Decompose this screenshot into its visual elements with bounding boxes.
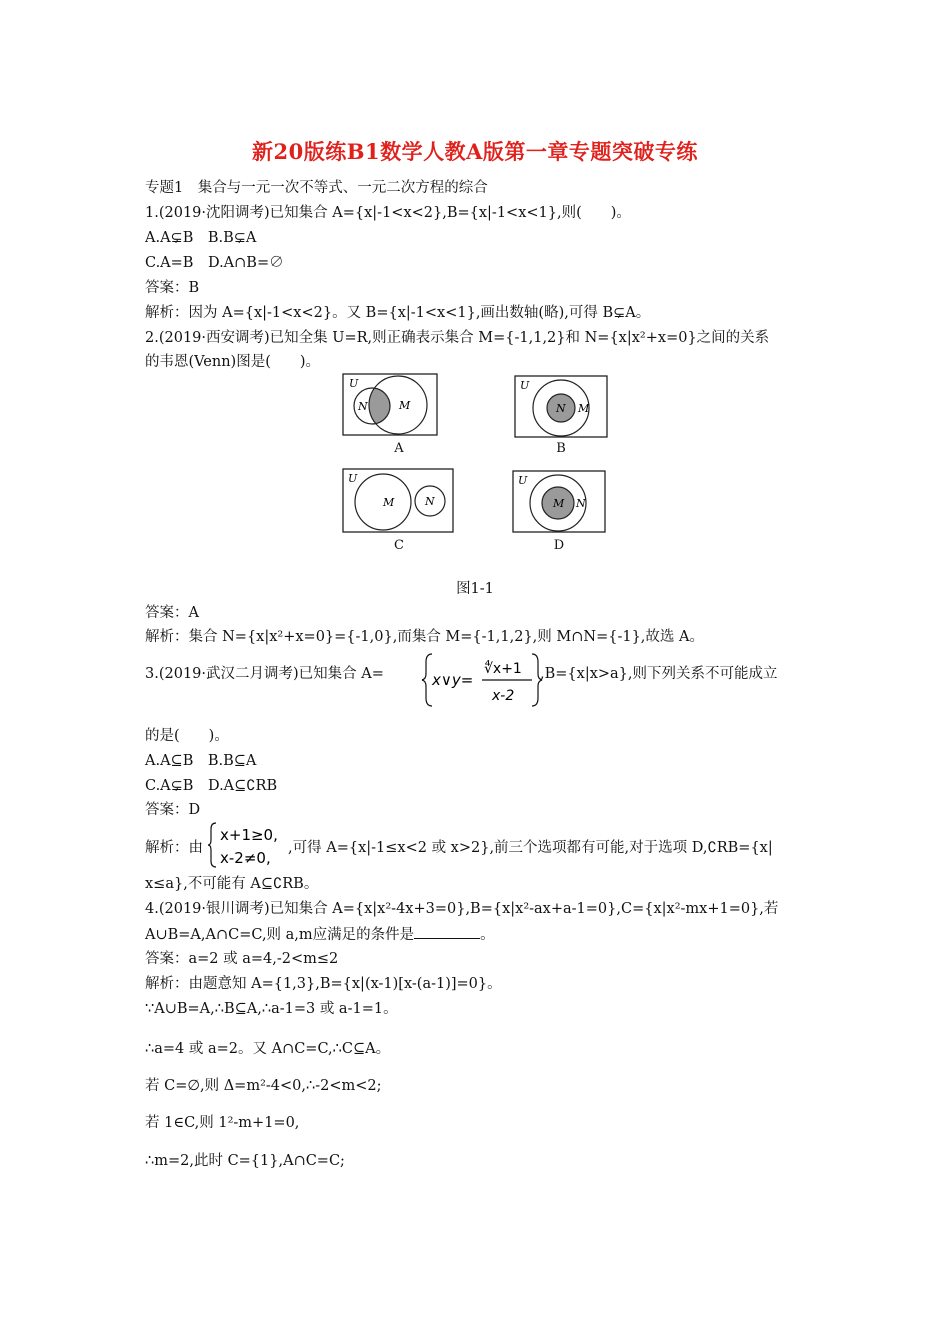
- q3-inequality-system: [208, 822, 298, 868]
- venn-c-m: M: [383, 496, 395, 509]
- q1-answer: 答案：B: [145, 280, 200, 296]
- q4-step-4: 若 1∈C,则 1²-m+1=0,: [145, 1115, 300, 1131]
- q3-formula-left: x∨y=: [432, 671, 474, 689]
- q1-options-ab: A.A⊊B B.B⊊A: [145, 230, 257, 246]
- q3-system-line2: x-2≠0,: [220, 849, 271, 867]
- q3-stem-tail: ,B={x|x>a},则下列关系不可能成立: [540, 666, 778, 682]
- q3-formula-den: x-2: [492, 688, 515, 704]
- venn-a-n: N: [358, 400, 368, 413]
- venn-b-n: N: [556, 402, 566, 415]
- q4-stem: 4.(2019·银川调考)已知集合 A={x|x²-4x+3=0},B={x|x²-ax+a-1=0},C={x|x²-mx+1=0},若: [145, 901, 779, 917]
- q2-stem-cont: 的韦恩(Venn)图是( )。: [145, 354, 321, 370]
- venn-b-u: U: [520, 379, 530, 392]
- q3-system-line1: x+1≥0,: [220, 826, 278, 844]
- q2-stem: 2.(2019·西安调考)已知全集 U=R,则正确表示集合 M={-1,1,2}和 N={x|x²+x=0}之间的关系: [145, 330, 770, 346]
- q3-formula-num: ∜x+1: [484, 661, 522, 677]
- q4-step-2: ∴a=4 或 a=2。又 A∩C=C,∴C⊆A。: [145, 1041, 391, 1057]
- q1-options-cd: C.A=B D.A∩B=∅: [145, 255, 284, 271]
- venn-diagram-a: [342, 373, 438, 437]
- q1-stem: 1.(2019·沈阳调考)已知集合 A={x|-1<x<2},B={x|-1<x<1},则( )。: [145, 205, 631, 221]
- topic-heading: 专题1 集合与一元一次不等式、一元二次方程的综合: [145, 180, 488, 196]
- doc-title: 新20版练B1数学人教A版第一章专题突破专练: [252, 139, 698, 164]
- venn-a-m: M: [399, 399, 411, 412]
- q3-stem: 3.(2019·武汉二月调考)已知集合 A=: [145, 666, 384, 682]
- q3-options-ab: A.A⊆B B.B⊆A: [145, 753, 257, 769]
- venn-d-m: M: [553, 497, 565, 510]
- venn-d-u: U: [518, 474, 528, 487]
- q1-analysis: 解析：因为 A={x|-1<x<2}。又 B={x|-1<x<1},画出数轴(略),可得 B⊊A。: [145, 305, 651, 321]
- q3-analysis-tail: ,可得 A={x|-1≤x<2 或 x>2},前三个选项都有可能,对于选项 D,∁RB={x|: [288, 840, 773, 856]
- answer-blank[interactable]: [414, 924, 480, 939]
- q3-stem-cont: 的是( )。: [145, 728, 229, 744]
- venn-diagram-b: [514, 375, 608, 439]
- venn-a-u: U: [349, 377, 359, 390]
- venn-c-n: N: [425, 495, 435, 508]
- q4-analysis: 解析：由题意知 A={1,3},B={x|(x-1)[x-(a-1)]=0}。: [145, 976, 502, 992]
- venn-label-d: D: [553, 538, 565, 553]
- q3-set-formula: [420, 652, 550, 708]
- venn-d-n: N: [576, 497, 586, 510]
- q3-analysis-lead: 解析：由: [145, 840, 203, 856]
- q4-answer: 答案：a=2 或 a=4,-2<m≤2: [145, 951, 339, 967]
- q4-stem-cont: [145, 924, 495, 945]
- venn-diagram-d: [512, 470, 606, 534]
- q3-options-cd: C.A⊊B D.A⊆∁RB: [145, 778, 278, 794]
- venn-b-m: M: [578, 402, 590, 415]
- venn-label-c: C: [394, 538, 404, 553]
- q4-stem-text: A∪B=A,A∩C=C,则 a,m应满足的条件是: [145, 927, 415, 943]
- q2-analysis: 解析：集合 N={x|x²+x=0}={-1,0},而集合 M={-1,1,2},则 M∩N={-1},故选 A。: [145, 629, 704, 645]
- venn-c-u: U: [348, 472, 358, 485]
- venn-diagram-c: [342, 468, 454, 534]
- q3-analysis-cont: x≤a},不可能有 A⊆∁RB。: [145, 876, 319, 892]
- q4-step-3: 若 C=∅,则 Δ=m²-4<0,∴-2<m<2;: [145, 1078, 382, 1094]
- venn-label-a: A: [394, 441, 404, 456]
- q4-step-1: ∵A∪B=A,∴B⊆A,∴a-1=3 或 a-1=1。: [145, 1001, 398, 1017]
- q2-answer: 答案：A: [145, 605, 199, 621]
- q4-stem-end: 。: [480, 927, 495, 943]
- q3-answer: 答案：D: [145, 802, 201, 818]
- venn-label-b: B: [556, 441, 566, 456]
- figure-caption: 图1-1: [456, 581, 494, 597]
- q4-step-5: ∴m=2,此时 C={1},A∩C=C;: [145, 1153, 345, 1169]
